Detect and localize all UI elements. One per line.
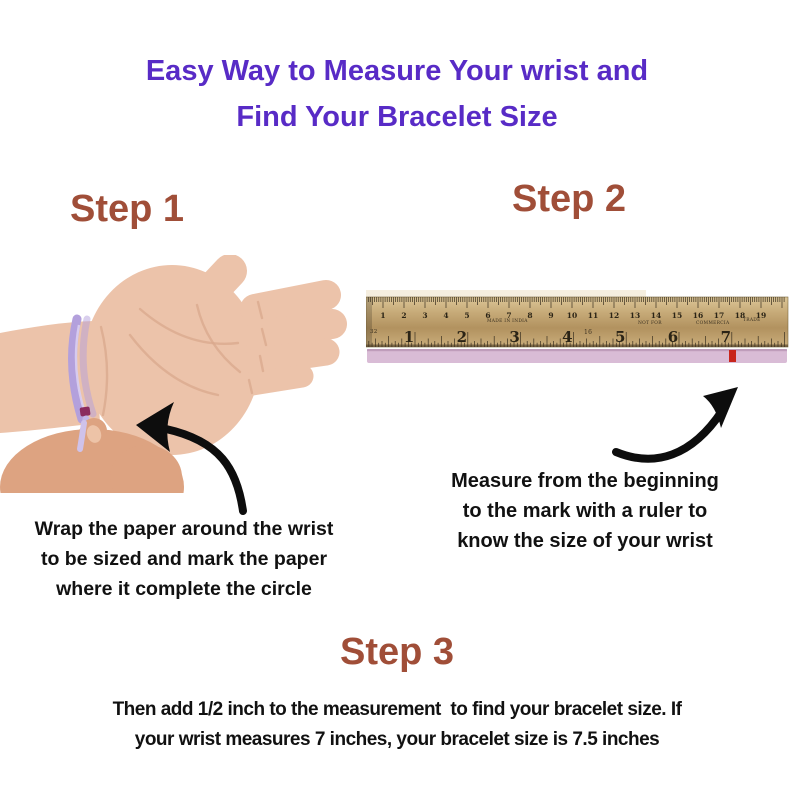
- ruler-fraction-16: 16: [584, 329, 593, 336]
- svg-text:17: 17: [713, 311, 725, 320]
- svg-text:7: 7: [720, 328, 732, 346]
- index-finger: [255, 295, 326, 309]
- svg-text:5: 5: [614, 328, 626, 346]
- curved-arrow-right-icon: [616, 387, 738, 459]
- svg-text:19: 19: [755, 311, 767, 320]
- step2-heading: Step 2: [512, 178, 627, 220]
- svg-text:4: 4: [562, 328, 573, 346]
- step3-caption-line: Then add 1/2 inch to the measurement to find your bracelet size. If: [112, 699, 682, 720]
- ruler-fraction-32: 32: [370, 329, 378, 335]
- paper-strip-edge: [367, 349, 787, 351]
- svg-text:2: 2: [456, 328, 468, 346]
- svg-text:9: 9: [548, 311, 554, 320]
- page-title: [0, 48, 794, 140]
- step3-caption-line: your wrist measures 7 inches, your bracelet size is 7.5 inches: [134, 729, 660, 750]
- step1-caption: [8, 514, 360, 604]
- step1-caption-line: where it complete the circle: [56, 578, 312, 600]
- svg-text:1: 1: [403, 328, 415, 346]
- svg-text:4: 4: [443, 311, 449, 320]
- ruler-left-end-shadow: [366, 297, 372, 347]
- band-mark: [79, 406, 90, 416]
- svg-text:3: 3: [509, 328, 520, 346]
- step2-caption-line: Measure from the beginning: [451, 470, 719, 492]
- step2-caption: [418, 466, 752, 556]
- svg-text:16: 16: [692, 311, 704, 320]
- ruler-commercial: COMMERCIA: [696, 321, 730, 326]
- svg-text:18: 18: [734, 311, 746, 320]
- paper-strip-tip: [80, 423, 84, 449]
- page-title-line1: Easy Way to Measure Your wrist and: [145, 55, 649, 87]
- svg-text:3: 3: [422, 311, 428, 320]
- step1-caption-line: Wrap the paper around the wrist: [34, 518, 334, 540]
- svg-text:1: 1: [380, 311, 386, 320]
- svg-text:7: 7: [506, 311, 512, 320]
- ruler-trade: TRADE: [743, 318, 761, 323]
- svg-text:10: 10: [566, 311, 578, 320]
- svg-text:11: 11: [587, 311, 599, 320]
- page-title-line2: Find Your Bracelet Size: [236, 101, 558, 133]
- svg-text:15: 15: [671, 311, 683, 320]
- svg-text:13: 13: [629, 311, 641, 320]
- step1-heading: Step 1: [70, 188, 185, 230]
- step1-caption-line: to be sized and mark the paper: [40, 548, 328, 570]
- svg-text:5: 5: [464, 311, 470, 320]
- wrist-photo: [0, 255, 350, 493]
- step3-heading: Step 3: [339, 631, 455, 673]
- palm: [84, 265, 260, 455]
- ring-finger: [256, 352, 326, 362]
- step3-caption: [40, 695, 754, 755]
- svg-text:14: 14: [650, 311, 662, 320]
- svg-text:12: 12: [608, 311, 620, 320]
- pinky-finger: [246, 376, 302, 385]
- middle-finger: [258, 324, 332, 336]
- measuring-ruler: [366, 290, 790, 370]
- ruler-made-in-india: MADE IN INDIA: [487, 319, 528, 324]
- ruler-not-for: NOT FOR: [638, 321, 662, 326]
- step2-caption-line: know the size of your wrist: [457, 530, 713, 552]
- svg-text:6: 6: [485, 311, 491, 320]
- hand-illustration: [0, 255, 350, 493]
- strip-red-mark: [729, 350, 736, 362]
- svg-text:2: 2: [401, 311, 407, 320]
- svg-text:6: 6: [667, 328, 679, 346]
- ruler-photo: [366, 290, 790, 370]
- thumb: [200, 271, 230, 303]
- svg-text:8: 8: [527, 311, 533, 320]
- step2-caption-line: to the mark with a ruler to: [462, 500, 708, 522]
